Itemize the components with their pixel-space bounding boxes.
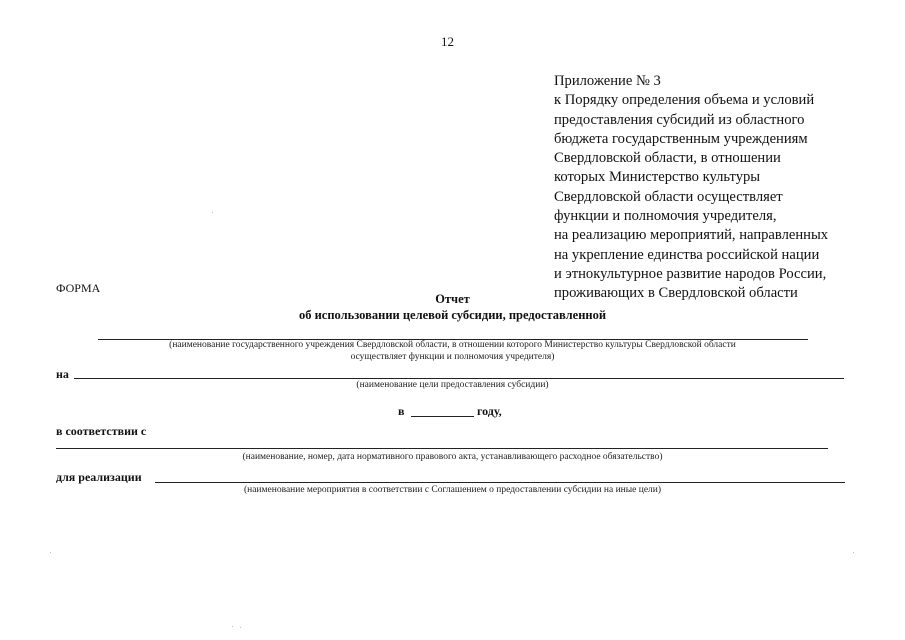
appendix-line: Приложение № 3	[554, 73, 661, 89]
appendix-line: которых Министерство культуры	[554, 169, 761, 186]
report-subtitle: об использовании целевой субсидии, предоставленной	[298, 308, 607, 322]
year-prefix: в	[398, 404, 405, 418]
purpose-note: (наименование цели предоставления субсидии)	[356, 380, 549, 390]
accordance-note: (наименование, номер, дата нормативного правового акта, устанавливающего расходное обязательство)	[242, 452, 663, 462]
page-number: 12	[441, 34, 454, 49]
appendix-block	[554, 72, 828, 304]
appendix-line: на укрепление единства российской нации	[554, 246, 820, 263]
scan-speck	[232, 626, 233, 627]
appendix-line: проживающих в Свердловской области	[554, 285, 798, 302]
appendix-line: к Порядку определения объема и условий	[554, 92, 815, 109]
accordance-label: в соответствии с	[56, 424, 147, 438]
scan-speck	[50, 552, 51, 553]
implementation-note: (наименование мероприятия в соответствии с Соглашением о предоставлении субсидии на иные цели)	[243, 485, 662, 495]
appendix-line: и этнокультурное развитие народов России,	[554, 265, 827, 282]
scan-speck	[853, 552, 854, 553]
appendix-line: Свердловской области осуществляет	[554, 188, 783, 205]
institution-note-line1: (наименование государственного учреждения Свердловской области, в отношении которого Министерство культуры Свердловской области	[169, 340, 736, 350]
year-suffix: году,	[477, 404, 502, 418]
form-label: ФОРМА	[56, 281, 101, 295]
appendix-line: бюджета государственным учреждениям	[554, 130, 808, 147]
appendix-line: предоставления субсидий из областного	[554, 111, 805, 128]
scan-speck	[240, 627, 241, 628]
appendix-line: функции и полномочия учредителя,	[554, 208, 777, 225]
implementation-fill-line	[155, 482, 845, 483]
appendix-line: на реализацию мероприятий, направленных	[554, 227, 829, 244]
year-fill-line	[411, 416, 474, 417]
appendix-line: Свердловской области, в отношении	[554, 150, 781, 167]
implementation-label: для реализации	[56, 470, 142, 484]
scan-speck	[212, 212, 213, 213]
purpose-label: на	[56, 367, 69, 381]
accordance-fill-line	[56, 448, 828, 449]
institution-note-line2: осуществляет функции и полномочия учредителя)	[350, 352, 555, 362]
purpose-fill-line	[74, 378, 844, 379]
report-title: Отчет	[435, 292, 470, 306]
